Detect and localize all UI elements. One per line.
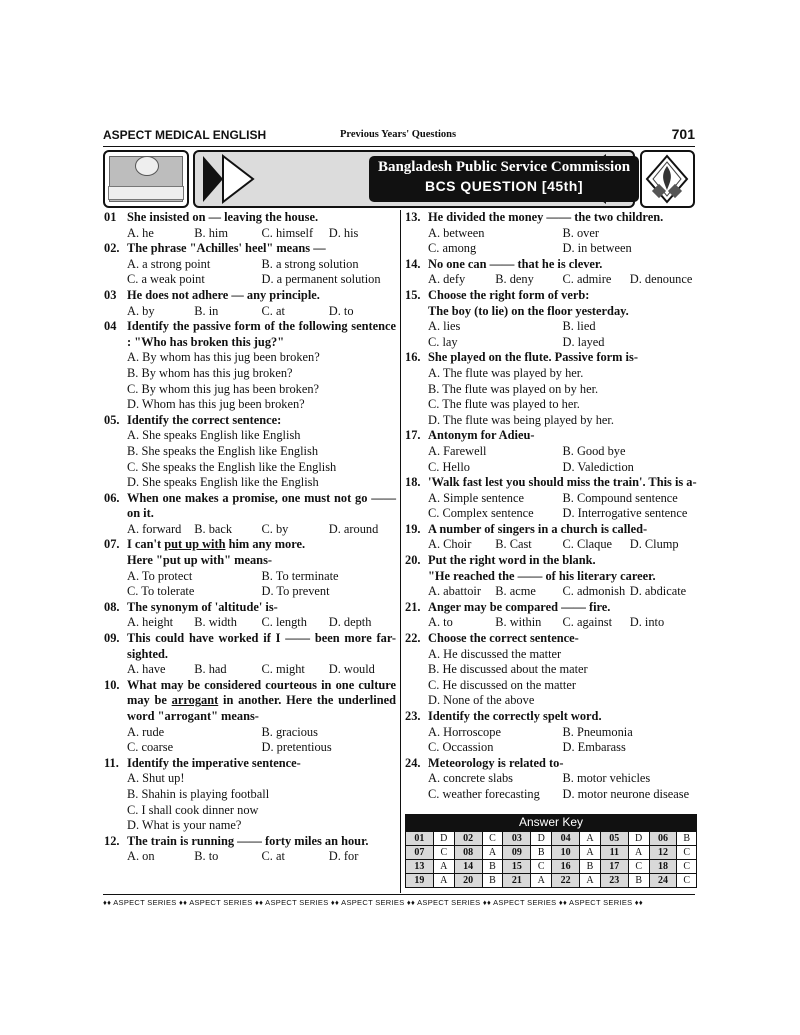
option: D. pretentious bbox=[261, 740, 332, 755]
options bbox=[127, 615, 396, 631]
publisher-logo bbox=[640, 150, 695, 208]
answer-key-qnum: 04 bbox=[552, 832, 580, 846]
answer-key-answer: A bbox=[433, 860, 454, 874]
question-text bbox=[127, 756, 396, 772]
options bbox=[428, 491, 697, 522]
question-text bbox=[428, 709, 697, 725]
question-number: 03 bbox=[104, 287, 117, 302]
banner-title bbox=[369, 156, 639, 202]
option: D. layed bbox=[562, 334, 605, 349]
option: B. Cast bbox=[495, 537, 532, 552]
answer-key-answer: B bbox=[677, 832, 697, 846]
question-text-part: him any more. bbox=[225, 537, 306, 552]
option: A. between bbox=[428, 225, 485, 240]
page-header bbox=[103, 128, 695, 144]
question bbox=[405, 553, 697, 600]
question-text-main: The phrase "Achilles' heel" means — bbox=[127, 241, 326, 256]
option: A. lies bbox=[428, 319, 461, 334]
question-text bbox=[428, 756, 697, 772]
column-divider bbox=[400, 210, 401, 893]
question bbox=[405, 709, 697, 756]
question bbox=[104, 319, 396, 413]
question bbox=[104, 600, 396, 631]
question-number: 01 bbox=[104, 210, 117, 224]
options bbox=[127, 662, 396, 678]
option: B. had bbox=[194, 662, 227, 677]
options bbox=[428, 584, 697, 600]
question-text bbox=[428, 475, 697, 491]
question-text-main: Identify the imperative sentence- bbox=[127, 755, 301, 770]
option: A. concrete slabs bbox=[428, 771, 513, 786]
question-text-main: No one can —— that he is clever. bbox=[428, 256, 603, 271]
question-number: 12. bbox=[104, 833, 120, 848]
option: C. admire bbox=[562, 272, 612, 287]
option: C. I shall cook dinner now bbox=[127, 802, 259, 817]
question bbox=[405, 756, 697, 803]
question-text bbox=[428, 210, 697, 226]
option: A. Horroscope bbox=[428, 724, 501, 739]
option: D. in between bbox=[562, 241, 632, 256]
question bbox=[405, 475, 697, 522]
option: A. rude bbox=[127, 724, 165, 739]
question-number: 02. bbox=[104, 241, 120, 256]
option: C. Complex sentence bbox=[428, 506, 534, 521]
option: B. The flute was played on by her. bbox=[428, 381, 599, 396]
answer-key-answer: B bbox=[580, 860, 601, 874]
answer-key-qnum: 07 bbox=[406, 846, 434, 860]
question-text bbox=[127, 678, 396, 725]
options bbox=[127, 522, 396, 538]
answer-key-qnum: 08 bbox=[454, 846, 482, 860]
banner-line2: BCS QUESTION [45th] bbox=[424, 178, 584, 194]
options bbox=[428, 366, 697, 428]
question-number: 16. bbox=[405, 350, 421, 365]
option: A. height bbox=[127, 615, 174, 630]
option: C. Hello bbox=[428, 459, 470, 474]
question-text-main: The synonym of 'altitude' is- bbox=[127, 599, 278, 614]
option: C. himself bbox=[261, 225, 314, 240]
option: C. Claque bbox=[562, 537, 613, 552]
question-text-part: I can't bbox=[127, 537, 165, 552]
question-text bbox=[428, 288, 697, 304]
option: D. She speaks English like the English bbox=[127, 475, 319, 490]
answer-key-answer: C bbox=[677, 860, 697, 874]
question-text-main: Choose the right form of verb: bbox=[428, 287, 590, 302]
option: C. She speaks the English like the English bbox=[127, 459, 337, 474]
question-text-main: Meteorology is related to- bbox=[428, 755, 564, 770]
answer-key-qnum: 03 bbox=[503, 832, 531, 846]
option: A. forward bbox=[127, 521, 182, 536]
option: D. The flute was being played by her. bbox=[428, 412, 614, 427]
options bbox=[428, 272, 697, 288]
option: D. None of the above bbox=[428, 693, 535, 708]
option: D. Clump bbox=[629, 537, 679, 552]
question-text-main: Identify the passive form of the following sentence : "Who has broken this jug?" bbox=[127, 319, 396, 349]
option: C. lay bbox=[428, 334, 458, 349]
answer-key-answer: A bbox=[482, 846, 503, 860]
option: D. abdicate bbox=[629, 584, 687, 599]
question-number: 20. bbox=[405, 553, 421, 568]
question-text bbox=[127, 210, 396, 226]
bpsc-logo bbox=[103, 150, 189, 208]
option: C. a weak point bbox=[127, 272, 205, 287]
option: B. Compound sentence bbox=[562, 490, 678, 505]
question-text-main: 'Walk fast lest you should miss the train'. This is a- bbox=[428, 475, 697, 490]
answer-key-answer: A bbox=[628, 846, 649, 860]
answer-key-answer: C bbox=[677, 846, 697, 860]
questions-right-column bbox=[405, 210, 697, 803]
header-rule bbox=[103, 146, 695, 147]
question-text-main: Anger may be compared —— fire. bbox=[428, 599, 611, 614]
question bbox=[104, 631, 396, 678]
question bbox=[104, 241, 396, 288]
options bbox=[127, 350, 396, 412]
question-number: 23. bbox=[405, 709, 421, 723]
question-text bbox=[127, 600, 396, 616]
option: C. might bbox=[261, 662, 305, 677]
option: A. Choir bbox=[428, 537, 472, 552]
option: C. By whom this jug has been broken? bbox=[127, 381, 320, 396]
question-text-main: The train is running —— forty miles an hour. bbox=[127, 833, 369, 848]
question-text-main: He does not adhere — any principle. bbox=[127, 287, 320, 302]
answer-key-qnum: 19 bbox=[406, 874, 434, 888]
question bbox=[405, 522, 697, 553]
option: B. lied bbox=[562, 319, 596, 334]
answer-key-answer: B bbox=[482, 860, 503, 874]
underlined-phrase: arrogant bbox=[171, 693, 219, 708]
answer-key-row bbox=[406, 860, 697, 874]
answer-key-qnum: 13 bbox=[406, 860, 434, 874]
question bbox=[405, 288, 697, 350]
option: B. to bbox=[194, 849, 219, 864]
option: D. around bbox=[328, 521, 379, 536]
option: D. for bbox=[328, 849, 359, 864]
question-text bbox=[127, 491, 396, 522]
option: D. denounce bbox=[629, 272, 693, 287]
banner-line1: Bangladesh Public Service Commission bbox=[377, 159, 631, 175]
option: C. weather forecasting bbox=[428, 786, 540, 801]
question-text-main: Antonym for Adieu- bbox=[428, 428, 535, 443]
answer-key-qnum: 23 bbox=[600, 874, 628, 888]
options bbox=[127, 849, 396, 865]
page-number: 701 bbox=[671, 126, 695, 142]
question bbox=[405, 600, 697, 631]
question-text bbox=[127, 319, 396, 350]
footer: ♦♦ ASPECT SERIES ♦♦ ASPECT SERIES ♦♦ ASPECT SERIES ♦♦ ASPECT SERIES ♦♦ ASPECT SERIES ♦♦ ASPECT SERIES ♦♦ ASPECT SERIES ♦♦ bbox=[103, 898, 644, 907]
question-text-main: When one makes a promise, one must not go —— on it. bbox=[127, 490, 396, 521]
option: B. width bbox=[194, 615, 237, 630]
answer-key-answer: D bbox=[433, 832, 454, 846]
question-number: 24. bbox=[405, 755, 421, 770]
option: D. What is your name? bbox=[127, 818, 242, 833]
option: B. Shahin is playing football bbox=[127, 786, 270, 801]
question-number: 14. bbox=[405, 256, 421, 271]
options bbox=[127, 725, 396, 756]
options bbox=[428, 444, 697, 475]
option: A. to bbox=[428, 615, 453, 630]
answer-key-qnum: 17 bbox=[600, 860, 628, 874]
question-number: 21. bbox=[405, 599, 421, 614]
question bbox=[104, 834, 396, 865]
option: B. He discussed about the mater bbox=[428, 662, 588, 677]
question-number: 04 bbox=[104, 319, 117, 334]
options bbox=[428, 537, 697, 553]
question-text bbox=[428, 350, 697, 366]
option: A. Farewell bbox=[428, 443, 487, 458]
option: C. at bbox=[261, 303, 285, 318]
question-text-main: Identify the correctly spelt word. bbox=[428, 709, 602, 723]
answer-key-qnum: 21 bbox=[503, 874, 531, 888]
question-text bbox=[127, 241, 396, 257]
option: B. acme bbox=[495, 584, 536, 599]
question-number: 08. bbox=[104, 599, 120, 614]
answer-key-answer: A bbox=[531, 874, 552, 888]
question-text-main: Put the right word in the blank. bbox=[428, 553, 596, 568]
question-text-line2: "He reached the —— of his literary career. bbox=[428, 568, 656, 583]
option: A. have bbox=[127, 662, 166, 677]
question bbox=[104, 678, 396, 756]
option: B. over bbox=[562, 225, 599, 240]
answer-key-title: Answer Key bbox=[405, 814, 697, 831]
answer-key-qnum: 24 bbox=[649, 874, 677, 888]
option: B. By whom has this jug broken? bbox=[127, 365, 293, 380]
option: A. She speaks English like English bbox=[127, 428, 301, 443]
answer-key-qnum: 14 bbox=[454, 860, 482, 874]
question bbox=[405, 350, 697, 428]
question-text bbox=[428, 600, 697, 616]
question bbox=[405, 631, 697, 709]
option: A. he bbox=[127, 225, 154, 240]
answer-key-qnum: 10 bbox=[552, 846, 580, 860]
answer-key-row bbox=[406, 846, 697, 860]
question bbox=[104, 413, 396, 491]
option: C. among bbox=[428, 241, 477, 256]
question-number: 07. bbox=[104, 537, 120, 552]
option: B. him bbox=[194, 225, 228, 240]
seal-icon bbox=[135, 156, 159, 176]
answer-key-answer: C bbox=[677, 874, 697, 888]
footer-rule bbox=[103, 894, 695, 895]
option: D. into bbox=[629, 615, 665, 630]
options bbox=[428, 647, 697, 709]
options bbox=[127, 569, 396, 600]
option: D. Valediction bbox=[562, 459, 634, 474]
question bbox=[104, 288, 396, 319]
question-text bbox=[127, 413, 396, 429]
options bbox=[127, 226, 396, 242]
answer-key-answer: C bbox=[628, 860, 649, 874]
answer-key-qnum: 02 bbox=[454, 832, 482, 846]
answer-key-qnum: 16 bbox=[552, 860, 580, 874]
banner-arrow-box bbox=[193, 150, 635, 208]
answer-key-answer: D bbox=[628, 832, 649, 846]
option: C. The flute was played to her. bbox=[428, 397, 580, 412]
question-text-part: What may be considered courteous in one culture may be bbox=[127, 677, 396, 708]
option: A. abattoir bbox=[428, 584, 481, 599]
question-number: 15. bbox=[405, 287, 421, 302]
question-text bbox=[127, 631, 396, 662]
answer-key-answer: C bbox=[433, 846, 454, 860]
option: A. By whom has this jug been broken? bbox=[127, 350, 320, 365]
answer-key-answer: B bbox=[482, 874, 503, 888]
answer-key-table bbox=[405, 831, 697, 888]
options bbox=[428, 319, 697, 350]
question-number: 06. bbox=[104, 490, 120, 505]
question-text-main: Identify the correct sentence: bbox=[127, 412, 282, 427]
option: A. To protect bbox=[127, 568, 193, 583]
question-text bbox=[428, 428, 697, 444]
answer-key-answer: D bbox=[531, 832, 552, 846]
question bbox=[405, 257, 697, 288]
option: C. at bbox=[261, 849, 285, 864]
question bbox=[104, 537, 396, 599]
answer-key-qnum: 12 bbox=[649, 846, 677, 860]
question-number: 05. bbox=[104, 412, 120, 427]
question bbox=[104, 491, 396, 538]
option: B. back bbox=[194, 521, 233, 536]
answer-key bbox=[405, 814, 697, 888]
question-text-line2: The boy (to lie) on the floor yesterday. bbox=[428, 303, 629, 318]
answer-key-answer: C bbox=[531, 860, 552, 874]
answer-key-qnum: 11 bbox=[600, 846, 628, 860]
option: D. Whom has this jug been broken? bbox=[127, 397, 305, 412]
option: A. defy bbox=[428, 272, 466, 287]
options bbox=[428, 226, 697, 257]
question-text bbox=[428, 257, 697, 273]
option: B. To terminate bbox=[261, 568, 339, 583]
option: D. to bbox=[328, 303, 354, 318]
option: B. in bbox=[194, 303, 219, 318]
question bbox=[405, 428, 697, 475]
question-text bbox=[127, 834, 396, 850]
option: A. on bbox=[127, 849, 155, 864]
question-number: 17. bbox=[405, 428, 421, 443]
flame-logo-icon bbox=[642, 152, 693, 206]
option: C. Occassion bbox=[428, 740, 494, 755]
banner bbox=[103, 150, 695, 208]
option: D. his bbox=[328, 225, 359, 240]
question-number: 09. bbox=[104, 631, 120, 646]
option: B. gracious bbox=[261, 724, 318, 739]
question-text bbox=[127, 537, 396, 553]
answer-key-qnum: 05 bbox=[600, 832, 628, 846]
options bbox=[428, 615, 697, 631]
option: C. admonish bbox=[562, 584, 626, 599]
answer-key-answer: A bbox=[580, 874, 601, 888]
question-number: 19. bbox=[405, 521, 421, 536]
answer-key-qnum: 22 bbox=[552, 874, 580, 888]
option: C. against bbox=[562, 615, 613, 630]
answer-key-answer: A bbox=[580, 832, 601, 846]
book-title: ASPECT MEDICAL ENGLISH bbox=[103, 128, 267, 142]
option: C. He discussed on the matter bbox=[428, 677, 576, 692]
question-text-main: She insisted on — leaving the house. bbox=[127, 210, 319, 224]
question bbox=[104, 210, 396, 241]
question bbox=[104, 756, 396, 834]
option: D. a permanent solution bbox=[261, 272, 381, 287]
answer-key-qnum: 09 bbox=[503, 846, 531, 860]
question-text-line2: Here "put up with" means- bbox=[127, 553, 273, 568]
option: C. To tolerate bbox=[127, 584, 195, 599]
question-text-main: She played on the flute. Passive form is- bbox=[428, 350, 638, 365]
option: D. depth bbox=[328, 615, 372, 630]
options bbox=[127, 304, 396, 320]
option: D. would bbox=[328, 662, 375, 677]
option: D. To prevent bbox=[261, 584, 330, 599]
option: B. motor vehicles bbox=[562, 771, 651, 786]
option: B. Pneumonia bbox=[562, 724, 633, 739]
question-text-main: This could have worked if I —— been more far-sighted. bbox=[127, 631, 396, 661]
question-text bbox=[428, 522, 697, 538]
option: A. Shut up! bbox=[127, 771, 185, 786]
option: D. motor neurone disease bbox=[562, 786, 690, 801]
question-text-main: Choose the correct sentence- bbox=[428, 631, 579, 646]
options bbox=[428, 725, 697, 756]
option: A. He discussed the matter bbox=[428, 646, 562, 661]
question-text bbox=[428, 631, 697, 647]
section-title: Previous Years' Questions bbox=[340, 129, 457, 140]
answer-key-row bbox=[406, 874, 697, 888]
answer-key-qnum: 01 bbox=[406, 832, 434, 846]
options bbox=[428, 771, 697, 802]
options bbox=[127, 428, 396, 490]
question-text-main: A number of singers in a church is called- bbox=[428, 521, 648, 536]
answer-key-qnum: 18 bbox=[649, 860, 677, 874]
question bbox=[405, 210, 697, 257]
option: C. coarse bbox=[127, 740, 174, 755]
option: C. length bbox=[261, 615, 307, 630]
answer-key-answer: A bbox=[433, 874, 454, 888]
answer-key-qnum: 20 bbox=[454, 874, 482, 888]
answer-key-row bbox=[406, 832, 697, 846]
question-text-main: He divided the money —— the two children. bbox=[428, 210, 664, 224]
answer-key-qnum: 15 bbox=[503, 860, 531, 874]
option: A. The flute was played by her. bbox=[428, 365, 584, 380]
answer-key-qnum: 06 bbox=[649, 832, 677, 846]
option: B. within bbox=[495, 615, 542, 630]
question-text bbox=[127, 288, 396, 304]
option: C. by bbox=[261, 521, 289, 536]
option: B. deny bbox=[495, 272, 534, 287]
option: D. Embarass bbox=[562, 740, 626, 755]
option: B. She speaks the English like English bbox=[127, 443, 319, 458]
underlined-phrase: put up with bbox=[164, 537, 226, 552]
options bbox=[127, 771, 396, 833]
question-number: 22. bbox=[405, 631, 421, 646]
answer-key-answer: B bbox=[531, 846, 552, 860]
option: A. a strong point bbox=[127, 256, 211, 271]
option: D. Interrogative sentence bbox=[562, 506, 688, 521]
question-number: 13. bbox=[405, 210, 421, 224]
option: A. by bbox=[127, 303, 155, 318]
answer-key-answer: B bbox=[628, 874, 649, 888]
question-number: 11. bbox=[104, 755, 119, 770]
option: B. Good bye bbox=[562, 443, 626, 458]
options bbox=[127, 257, 396, 288]
option: A. Simple sentence bbox=[428, 490, 525, 505]
question-number: 18. bbox=[405, 475, 421, 490]
option: B. a strong solution bbox=[261, 256, 359, 271]
answer-key-answer: A bbox=[580, 846, 601, 860]
question-text-part: in another. Here the underlined word "arrogant" means- bbox=[127, 693, 396, 723]
answer-key-answer: C bbox=[482, 832, 503, 846]
questions-left-column bbox=[104, 210, 396, 865]
question-number: 10. bbox=[104, 677, 120, 692]
question-text bbox=[428, 553, 697, 569]
